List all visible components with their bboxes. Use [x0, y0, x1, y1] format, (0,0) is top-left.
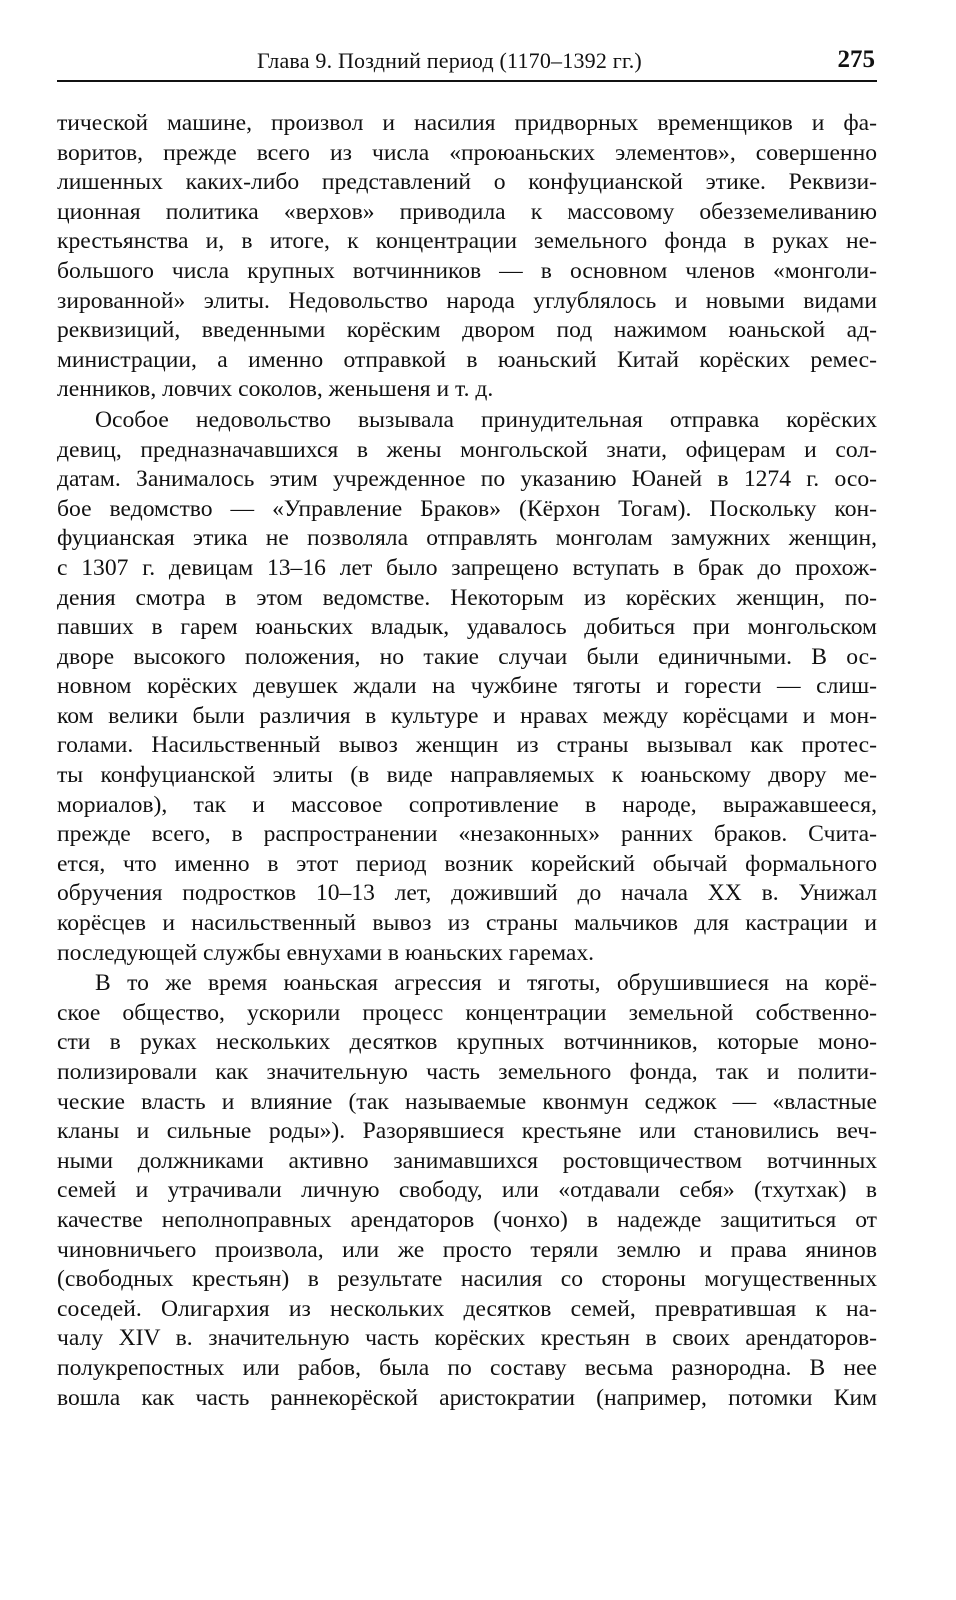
text-line: ционная политика «верхов» приводила к массовому обезземеливанию — [57, 198, 877, 225]
text-line: воритов, прежде всего из числа «проюаньских элементов», совершенно — [57, 139, 877, 166]
text-line: ком велики были различия в культуре и нравах между корёсцами и мон- — [57, 702, 877, 729]
text-line: зированной» элиты. Недовольство народа углублялось и новыми видами — [57, 287, 877, 314]
text-line: ское общество, ускорили процесс концентрации земельной собственно- — [57, 999, 877, 1026]
text-line: последующей службы евнухами в юаньских гаремах. — [57, 939, 595, 966]
text-line: ными должниками активно занимавшихся ростовщичеством вотчинных — [57, 1147, 877, 1174]
text-line: бое ведомство — «Управление Браков» (Кёрхон Тогам). Поскольку кон- — [57, 495, 877, 522]
paragraph-2 — [57, 406, 877, 968]
text-line: ческие власть и влияние (так называемые квонмун седжок — «властные — [57, 1088, 877, 1115]
text-line: мориалов), так и массовое сопротивление в народе, выражавшееся, — [57, 791, 877, 818]
text-line: дения смотра в этом ведомстве. Некоторым из корёских женщин, по- — [57, 584, 877, 611]
text-line: В то же время юаньская агрессия и тяготы, обрушившиеся на корё- — [95, 970, 877, 997]
text-line: лишенных каких-либо представлений о конфуцианской этике. Реквизи- — [57, 169, 877, 196]
text-line: прежде всего, в распространении «незаконных» ранних браков. Счита- — [57, 821, 877, 848]
text-line: Особое недовольство вызывала принудительная отправка корёских — [95, 406, 877, 433]
text-line: корёсцев и насильственный вывоз из страны мальчиков для кастрации и — [57, 910, 877, 937]
text-line: ленников, ловчих соколов, женьшеня и т. д. — [57, 376, 494, 403]
text-line: полукрепостных или рабов, была по составу весьма разнородна. В нее — [57, 1354, 877, 1381]
text-line: дворе высокого положения, но такие случаи были единичными. В ос- — [57, 643, 877, 670]
text-line: сти в руках нескольких десятков крупных вотчинников, которые моно- — [57, 1029, 877, 1056]
running-title: Глава 9. Поздний период (1170–1392 гг.) — [257, 48, 642, 73]
paragraph-3 — [57, 969, 877, 1413]
text-line: с 1307 г. девицам 13–16 лет было запрещено вступать в брак до прохож- — [57, 554, 877, 581]
text-line: девиц, предназначавшихся в жены монгольской знати, офицерам и сол- — [57, 436, 877, 463]
text-line: ты конфуцианской элиты (в виде направляемых к юаньскому двору ме- — [57, 762, 877, 789]
text-line: датам. Занималось этим учрежденное по указанию Юаней в 1274 г. осо- — [57, 466, 877, 493]
text-line: министрации, а именно отправкой в юаньский Китай корёских ремес- — [57, 346, 877, 373]
text-line: большого числа крупных вотчинников — в основном членов «монголи- — [57, 257, 877, 284]
body-text — [57, 109, 877, 1413]
text-line: семей и утрачивали личную свободу, или «отдавали себя» (тхутхак) в — [57, 1177, 877, 1204]
text-line: чиновничьего произвола, или же просто теряли землю и права янинов — [57, 1236, 877, 1263]
text-line: ется, что именно в этот период возник корейский обычай формального — [57, 850, 877, 877]
text-line: соседей. Олигархия из нескольких десятков семей, превратившая к на- — [57, 1295, 877, 1322]
paragraph-1 — [57, 109, 877, 405]
text-line: обручения подростков 10–13 лет, доживший до начала XX в. Унижал — [57, 880, 877, 907]
text-line: кланы и сильные роды»). Разорявшиеся крестьяне или становились веч- — [57, 1118, 877, 1145]
text-line: чалу XIV в. значительную часть корёских крестьян в своих арендаторов- — [57, 1325, 877, 1352]
text-line: качестве неполноправных арендаторов (чонхо) в надежде защититься от — [57, 1206, 877, 1233]
text-line: новном корёских девушек ждали на чужбине тяготы и горести — слиш- — [57, 673, 877, 700]
page-header — [57, 44, 877, 82]
text-line: тической машине, произвол и насилия придворных временщиков и фа- — [57, 110, 877, 136]
text-line: крестьянства и, в итоге, к концентрации земельного фонда в руках не- — [57, 228, 877, 255]
text-line: павших в гарем юаньских владык, удавалось добиться при монгольском — [57, 614, 877, 641]
text-line: фуцианская этика не позволяла отправлять монголам замужних женщин, — [57, 525, 877, 552]
text-line: голами. Насильственный вывоз женщин из страны вызывал как протес- — [57, 732, 877, 759]
text-line: (свободных крестьян) в результате насилия со стороны могущественных — [57, 1266, 877, 1293]
page-number: 275 — [837, 46, 875, 73]
text-line: вошла как часть раннекорёской аристократии (например, потомки Ким — [57, 1384, 877, 1411]
text-line: полизировали как значительную часть земельного фонда, так и полити- — [57, 1059, 877, 1085]
text-line: реквизиций, введенными корёским двором под нажимом юаньской ад- — [57, 317, 877, 344]
